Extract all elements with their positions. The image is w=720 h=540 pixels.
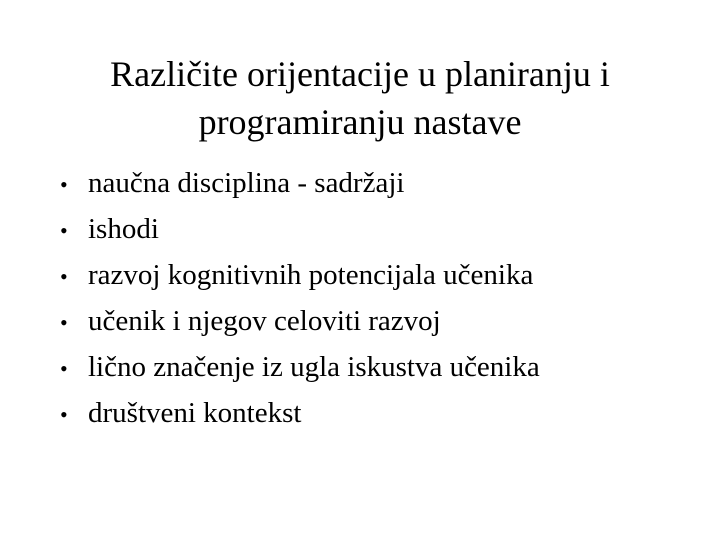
bullet-dot-icon: • (60, 356, 68, 381)
bullet-text: društveni kontekst (88, 397, 302, 429)
slide-title (36, 50, 684, 146)
bullet-text: naučna disciplina - sadržaji (88, 167, 405, 199)
bullet-item (60, 160, 540, 206)
bullet-text: učenik i njegov celoviti razvoj (88, 305, 441, 337)
slide-title-line-1: Različite orijentacije u planiranju i (110, 54, 610, 94)
slide-title-line-2: programiranju nastave (198, 102, 522, 142)
bullet-item (60, 252, 540, 298)
bullet-dot-icon: • (60, 310, 68, 335)
bullet-item (60, 206, 540, 252)
bullet-item (60, 390, 540, 436)
bullet-item (60, 298, 540, 344)
bullet-item (60, 344, 540, 390)
bullet-text: ishodi (88, 213, 159, 245)
bullet-dot-icon: • (60, 172, 68, 197)
bullet-dot-icon: • (60, 218, 68, 243)
bullet-text: razvoj kognitivnih potencijala učenika (88, 259, 534, 291)
bullet-dot-icon: • (60, 402, 68, 427)
bullet-text: lično značenje iz ugla iskustva učenika (88, 351, 540, 383)
bullet-dot-icon: • (60, 264, 68, 289)
bullet-list (60, 160, 540, 436)
